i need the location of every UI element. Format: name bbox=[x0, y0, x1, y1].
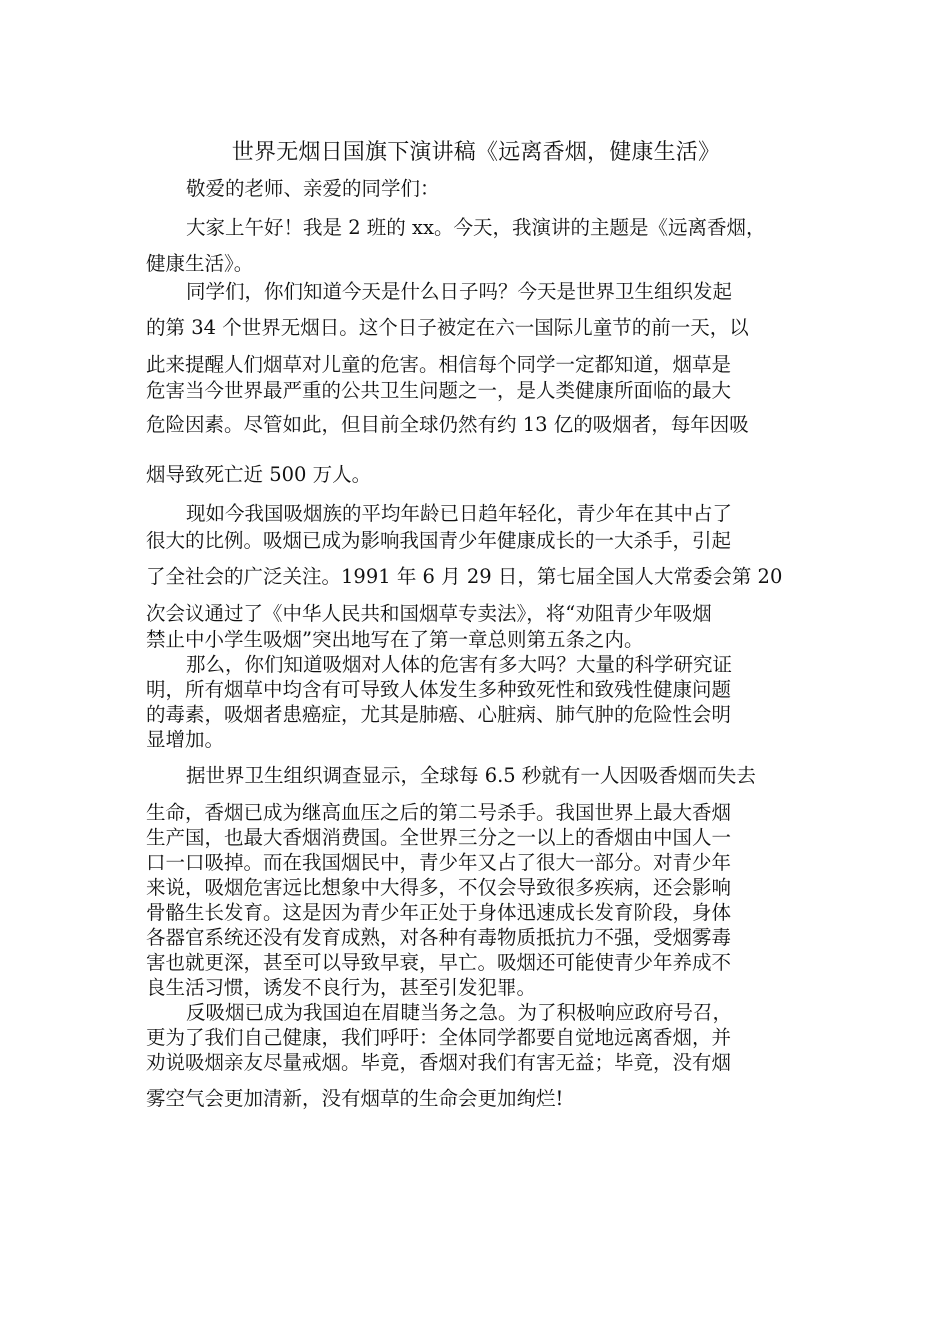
text-line: 次会议通过了《中华人民共和国烟草专卖法》，将“劝阻青少年吸烟 bbox=[146, 602, 712, 625]
text-line: 现如今我国吸烟族的平均年龄已日趋年轻化，青少年在其中占了 bbox=[186, 502, 733, 525]
text-line: 反吸烟已成为我国迫在眉睫当务之急。为了积极响应政府号召， bbox=[186, 1001, 733, 1024]
text-line: 生命，香烟已成为继高血压之后的第二号杀手。我国世界上最大香烟 bbox=[146, 801, 732, 824]
text-line: 雾空气会更加清新，没有烟草的生命会更加绚烂! bbox=[146, 1087, 564, 1110]
text-line: 明，所有烟草中均含有可导致人体发生多种致死性和致残性健康问题 bbox=[146, 678, 732, 701]
text-line: 显增加。 bbox=[146, 728, 225, 751]
text-line: 口一口吸掉。而在我国烟民中，青少年又占了很大一部分。对青少年 bbox=[146, 851, 732, 874]
greeting-line: 敬爱的老师、亲爱的同学们： bbox=[186, 177, 440, 200]
text-line: 来说，吸烟危害远比想象中大得多，不仅会导致很多疾病，还会影响 bbox=[146, 876, 732, 899]
text-line: 劝说吸烟亲友尽量戒烟。毕竟，香烟对我们有害无益；毕竟，没有烟 bbox=[146, 1051, 732, 1074]
text-line: 的第 34 个世界无烟日。这个日子被定在六一国际儿童节的前一天，以 bbox=[146, 316, 749, 339]
text-line: 害也就更深，甚至可以导致早衰，早亡。吸烟还可能使青少年养成不 bbox=[146, 951, 732, 974]
text-line: 骨骼生长发育。这是因为青少年正处于身体迅速成长发育阶段，身体 bbox=[146, 901, 732, 924]
text-line: 同学们，你们知道今天是什么日子吗？今天是世界卫生组织发起 bbox=[186, 280, 733, 303]
text-line: 的毒素，吸烟者患癌症，尤其是肺癌、心脏病、肺气肿的危险性会明 bbox=[146, 703, 732, 726]
text-line: 此来提醒人们烟草对儿童的危害。相信每个同学一定都知道，烟草是 bbox=[146, 353, 732, 376]
text-line: 更为了我们自己健康，我们呼吁：全体同学都要自觉地远离香烟，并 bbox=[146, 1026, 732, 1049]
text-line: 危险因素。尽管如此，但目前全球仍然有约 13 亿的吸烟者，每年因吸 bbox=[146, 413, 749, 436]
text-line: 大家上午好！我是 2 班的 xx。今天，我演讲的主题是《远离香烟， bbox=[186, 216, 766, 239]
text-line: 很大的比例。吸烟已成为影响我国青少年健康成长的一大杀手，引起 bbox=[146, 529, 732, 552]
text-line: 烟导致死亡近 500 万人。 bbox=[146, 463, 372, 486]
document-title: 世界无烟日国旗下演讲稿《远离香烟，健康生活》 bbox=[231, 140, 721, 165]
text-line: 各器官系统还没有发育成熟，对各种有毒物质抵抗力不强，受烟雾毒 bbox=[146, 926, 732, 949]
text-line: 良生活习惯，诱发不良行为，甚至引发犯罪。 bbox=[146, 976, 537, 999]
text-line: 据世界卫生组织调查显示，全球每 6.5 秒就有一人因吸香烟而失去 bbox=[186, 764, 756, 787]
text-line: 了全社会的广泛关注。1991 年 6 月 29 日，第七届全国人大常委会第 20 bbox=[146, 565, 783, 588]
text-line: 禁止中小学生吸烟”突出地写在了第一章总则第五条之内。 bbox=[146, 628, 644, 651]
text-line: 健康生活》。 bbox=[146, 252, 254, 275]
text-line: 危害当今世界最严重的公共卫生问题之一，是人类健康所面临的最大 bbox=[146, 379, 732, 402]
text-line: 那么，你们知道吸烟对人体的危害有多大吗？大量的科学研究证 bbox=[186, 653, 733, 676]
text-line: 生产国，也最大香烟消费国。全世界三分之一以上的香烟由中国人一 bbox=[146, 826, 732, 849]
